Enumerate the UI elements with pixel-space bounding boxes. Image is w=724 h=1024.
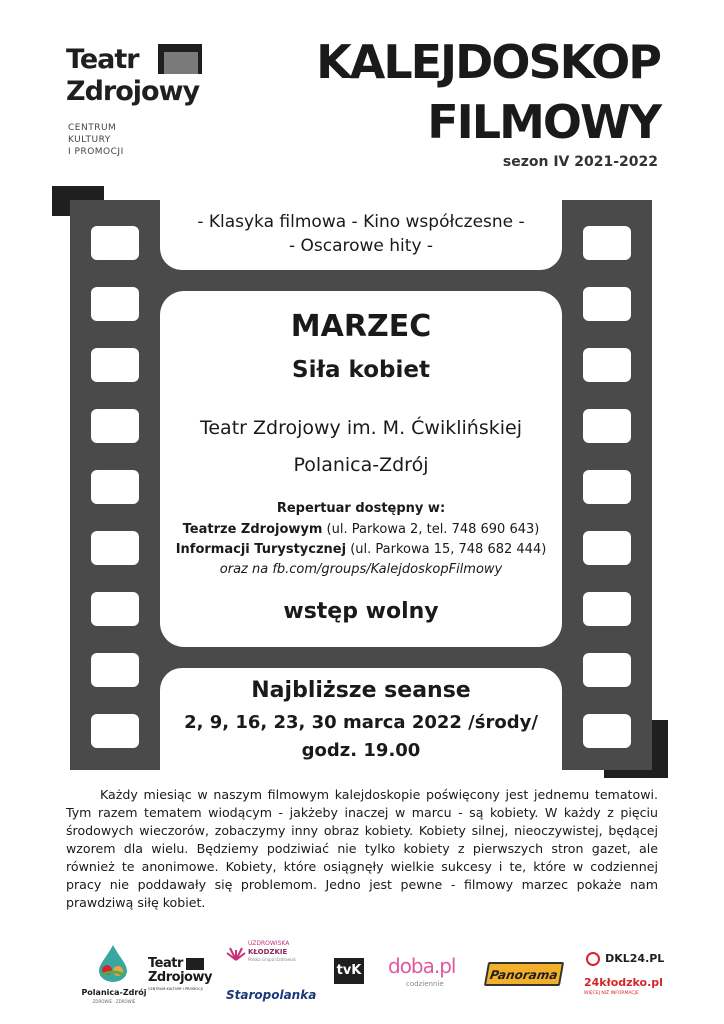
sponsor-teatr-line2: Zdrojowy (148, 970, 212, 985)
entry: wstęp wolny (283, 599, 439, 624)
uzdrowiska-flower-icon (226, 942, 246, 962)
venue: Teatr Zdrojowy im. M. Ćwiklińskiej (199, 417, 522, 439)
sponsor-polanica (76, 944, 152, 1010)
uzdrowiska-line2: KŁODZKIE (248, 948, 288, 956)
rep-line3: oraz na fb.com/groups/KalejdoskopFilmowy (219, 562, 503, 577)
sessions-dates: 2, 9, 16, 23, 30 marca 2022 /środy/ (184, 712, 538, 733)
logo-line2: Zdrojowy (66, 76, 200, 107)
month: MARZEC (290, 309, 432, 344)
top-frame (160, 190, 562, 270)
sponsor-staropolanka: Staropolanka (226, 988, 317, 1002)
top-frame-line2: - Oscarowe hity - (288, 236, 434, 256)
sponsor-uzdrowiska (224, 938, 316, 978)
logo-square-icon (158, 44, 202, 74)
sponsor-doba (388, 954, 464, 990)
rep-line2 (160, 542, 562, 557)
season: sezon IV 2021-2022 (502, 154, 658, 170)
dkl24-label: DKL24.PL (605, 952, 665, 965)
polanica-sub: ZDROWIE · ZDROWIE (92, 999, 136, 1004)
sponsor-panorama (484, 962, 564, 986)
doba-label: doba.pl (388, 954, 456, 978)
sponsor-dkl24 (586, 948, 666, 966)
24klodzko-sub: WIĘCEJ NIŻ INFORMACJE (584, 991, 639, 996)
sponsor-teatr (148, 956, 218, 996)
logo-sub1: CENTRUM (68, 123, 117, 133)
24klodzko-label: 24kłodzko.pl (584, 976, 663, 989)
rep-line2-rest: (ul. Parkowa 15, 748 682 444) (346, 542, 547, 557)
doba-sub: codziennie (406, 980, 444, 988)
description: Każdy miesiąc w naszym filmowym kalejdoskopie poświęcony jest jednemu tematowi. Tym razem tematem wiodącym - jakżeby inaczej w marcu - są kobiety. W każdy z pięciu środowych wieczorów, zobaczymy inny obraz kobiety. Kobiety silnej, nieoczywistej, będącej wzorem dla wielu. Będziemy podziwiać nie tylko kobiety z pierwszych stron gazet, ale również te anonimowe. Kobiety, które osiągnęły wielkie sukcesy i te, które w codziennej pracy nie poddawały się problemom. Jedno jest pewne - filmowy marzec pokaże nam prawdziwą siłę kobiet. (66, 787, 658, 910)
sponsor-24klodzko (584, 976, 670, 1000)
sponsor-teatr-sub: CENTRUM KULTURY I PROMOCJI (148, 987, 203, 991)
sessions-heading: Najbliższe seanse (251, 678, 471, 703)
city: Polanica-Zdrój (293, 454, 429, 476)
logo-sub2: KULTURY (68, 135, 111, 145)
bottom-frame (160, 668, 562, 780)
sponsor-teatr-line1: Teatr (148, 956, 183, 971)
title-line1: KALEJDOSKOP (316, 35, 660, 89)
logo-line1: Teatr (66, 44, 139, 75)
uzdrowiska-line3: Polska Grupa Uzdrowisk (248, 957, 296, 962)
title-line2: FILMOWY (427, 95, 660, 149)
panorama-label: Panorama (488, 968, 559, 982)
teatr-logo (66, 44, 226, 164)
corner-bracket-top-left-vert (52, 186, 70, 216)
dkl24-logo-icon (586, 952, 600, 966)
rep-line1-rest: (ul. Parkowa 2, tel. 748 690 643) (322, 522, 540, 537)
sponsor-teatr-square-icon (186, 958, 204, 970)
top-frame-line1: - Klasyka filmowa - Kino współczesne - (197, 212, 525, 232)
rep-heading: Repertuar dostępny w: (276, 501, 446, 516)
logo-sub3: I PROMOCJI (68, 147, 124, 157)
uzdrowiska-line1: UZDROWISKA (248, 940, 290, 947)
rep-line2-bold: Informacji Turystycznej (175, 542, 347, 557)
main-frame (160, 291, 562, 647)
polanica-drop-icon (96, 944, 130, 982)
sponsor-tvk (334, 958, 364, 984)
theme: Siła kobiet (292, 357, 430, 383)
tvk-label: tvK (336, 963, 362, 978)
rep-line1 (160, 522, 562, 537)
polanica-label: Polanica-Zdrój (81, 988, 147, 997)
sessions-time: godz. 19.00 (301, 740, 421, 761)
rep-line1-bold: Teatrze Zdrojowym (182, 522, 323, 537)
